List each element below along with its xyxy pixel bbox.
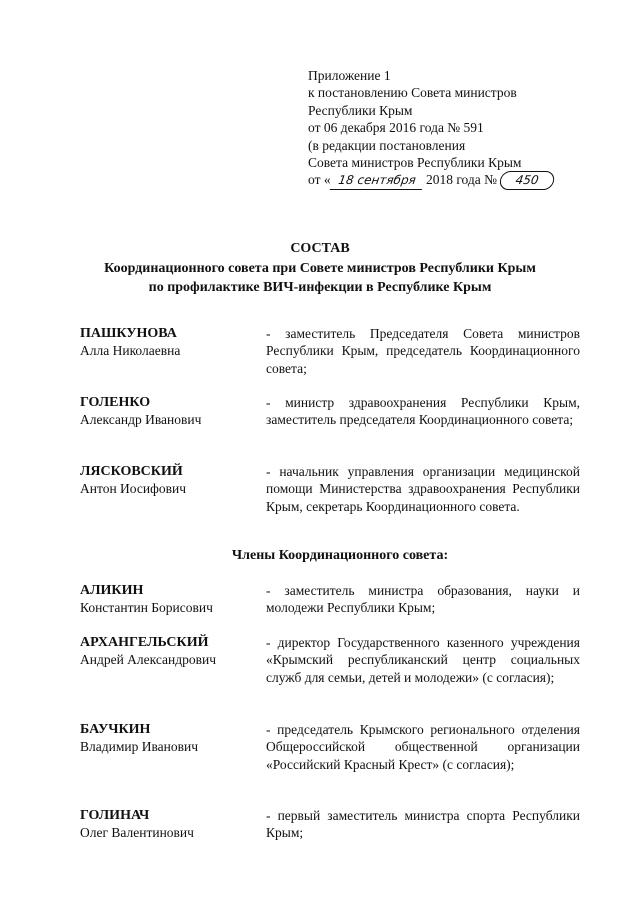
member-role: - начальник управления организации медицинской помощи Министерства здравоохранения Республики Крым, секретарь Координационного совета.	[266, 464, 580, 514]
appendix-line: от 06 декабря 2016 года № 591	[308, 120, 484, 136]
member-role: - министр здравоохранения Республики Крым, заместитель председателя Координационного совета;	[266, 395, 580, 428]
member-role: - первый заместитель министра спорта Республики Крым;	[266, 808, 580, 841]
member-surname: БАУЧКИН	[80, 722, 151, 737]
member-surname: ПАШКУНОВА	[80, 326, 177, 341]
member-role: - директор Государственного казенного учреждения «Крымский республиканский центр социальных служб для семьи, детей и молодежи» (с согласия);	[266, 635, 580, 685]
member-entry	[80, 634, 580, 686]
member-surname: АРХАНГЕЛЬСКИЙ	[80, 635, 209, 650]
member-entry	[80, 807, 580, 842]
appendix-line-amended	[308, 171, 608, 190]
member-entry	[80, 394, 580, 429]
members-heading: Члены Координационного совета:	[231, 548, 449, 563]
member-given-name: Алла Николаевна	[80, 343, 181, 359]
member-role: - заместитель министра образования, науки и молодежи Республики Крым;	[266, 583, 580, 616]
member-name	[80, 634, 258, 686]
appendix-line: Приложение 1	[308, 68, 391, 83]
title-subtitle-2: по профилактике ВИЧ-инфекции в Республике Крым	[148, 280, 492, 295]
member-entry	[80, 721, 580, 773]
member-name	[80, 325, 258, 377]
member-role: - председатель Крымского регионального отделения Общероссийской общественной организации «Российский Красный Крест» (с согласия);	[266, 722, 580, 772]
member-given-name: Антон Иосифович	[80, 481, 186, 497]
appendix-block	[308, 67, 608, 191]
member-name	[80, 721, 258, 773]
handwritten-number: 450	[499, 171, 556, 190]
appendix-line: к постановлению Совета министров	[308, 85, 517, 101]
member-surname: ГОЛЕНКО	[80, 395, 151, 410]
member-name	[80, 807, 258, 842]
member-given-name: Александр Иванович	[80, 412, 202, 428]
appendix-prefix: от «	[308, 172, 331, 188]
member-name	[80, 394, 258, 429]
member-given-name: Андрей Александрович	[80, 652, 217, 668]
member-entry	[80, 325, 580, 377]
member-surname: ЛЯСКОВСКИЙ	[80, 464, 183, 479]
member-role: - заместитель Председателя Совета министров Республики Крым, председатель Координационного совета;	[266, 326, 580, 376]
member-surname: ГОЛИНАЧ	[80, 808, 150, 823]
appendix-line: Республики Крым	[308, 102, 413, 118]
member-entry	[80, 582, 580, 617]
appendix-line: (в редакции постановления	[308, 137, 466, 153]
title-subtitle-1: Координационного совета при Совете министров Республики Крым	[104, 261, 536, 276]
title-main: СОСТАВ	[290, 241, 350, 256]
document-title	[0, 239, 640, 297]
appendix-year: 2018 года №	[425, 172, 498, 188]
appendix-line: Совета министров Республики Крым	[308, 155, 522, 171]
member-entry	[80, 463, 580, 515]
member-given-name: Олег Валентинович	[80, 825, 194, 841]
handwritten-date: 18 сентября	[329, 172, 424, 190]
member-given-name: Константин Борисович	[80, 600, 213, 616]
member-given-name: Владимир Иванович	[80, 739, 199, 755]
member-name	[80, 582, 258, 617]
member-name	[80, 463, 258, 515]
member-surname: АЛИКИН	[80, 583, 144, 598]
